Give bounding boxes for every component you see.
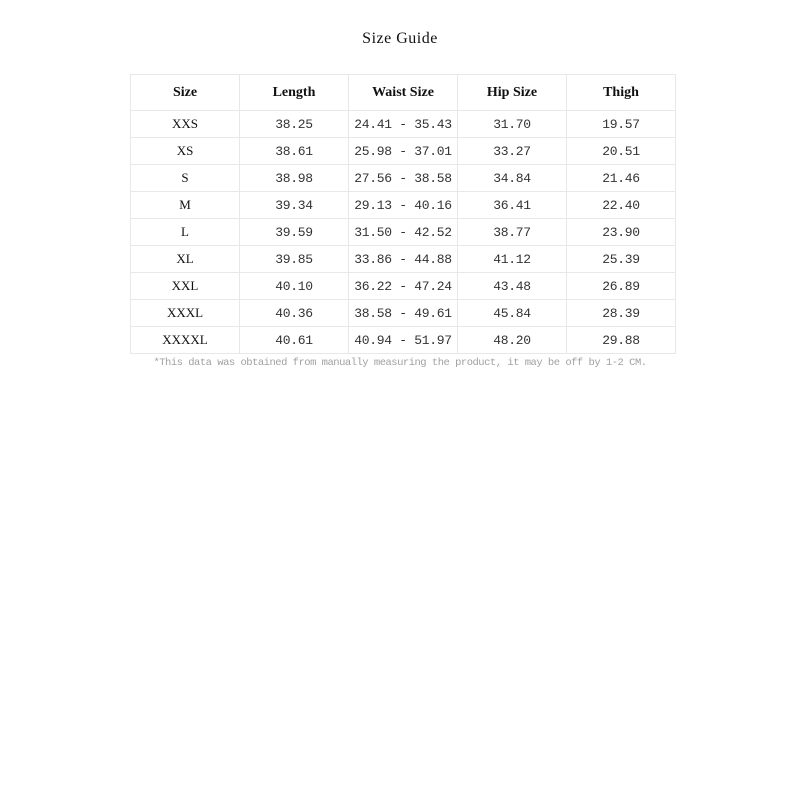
thigh-cell: 29.88 [567,327,676,354]
waist-size-cell: 27.56 - 38.58 [349,165,458,192]
table-row [131,219,676,246]
hip-size-cell: 43.48 [458,273,567,300]
size-cell: XS [131,138,240,165]
waist-size-cell: 31.50 - 42.52 [349,219,458,246]
table-row [131,300,676,327]
measurement-disclaimer: *This data was obtained from manually measuring the product, it may be off by 1-2 CM. [153,357,647,369]
length-cell: 40.10 [240,273,349,300]
size-cell: L [131,219,240,246]
thigh-cell: 20.51 [567,138,676,165]
column-header-size: Size [131,75,240,111]
size-cell: M [131,192,240,219]
waist-size-cell: 25.98 - 37.01 [349,138,458,165]
hip-size-cell: 38.77 [458,219,567,246]
table-row [131,246,676,273]
thigh-cell: 21.46 [567,165,676,192]
waist-size-cell: 29.13 - 40.16 [349,192,458,219]
size-cell: S [131,165,240,192]
length-cell: 38.98 [240,165,349,192]
thigh-cell: 26.89 [567,273,676,300]
hip-size-cell: 48.20 [458,327,567,354]
size-cell: XXXL [131,300,240,327]
column-header-waist-size: Waist Size [349,75,458,111]
table-header-row [131,75,676,111]
waist-size-cell: 40.94 - 51.97 [349,327,458,354]
hip-size-cell: 31.70 [458,111,567,138]
hip-size-cell: 33.27 [458,138,567,165]
thigh-cell: 19.57 [567,111,676,138]
column-header-length: Length [240,75,349,111]
length-cell: 39.59 [240,219,349,246]
page-title: Size Guide [362,30,438,47]
table-row [131,165,676,192]
waist-size-cell: 38.58 - 49.61 [349,300,458,327]
thigh-cell: 23.90 [567,219,676,246]
size-cell: XXS [131,111,240,138]
length-cell: 40.61 [240,327,349,354]
length-cell: 40.36 [240,300,349,327]
waist-size-cell: 36.22 - 47.24 [349,273,458,300]
table-row [131,111,676,138]
length-cell: 39.85 [240,246,349,273]
hip-size-cell: 41.12 [458,246,567,273]
thigh-cell: 25.39 [567,246,676,273]
waist-size-cell: 33.86 - 44.88 [349,246,458,273]
hip-size-cell: 45.84 [458,300,567,327]
waist-size-cell: 24.41 - 35.43 [349,111,458,138]
table-row [131,138,676,165]
length-cell: 38.25 [240,111,349,138]
table-row [131,192,676,219]
table-row [131,273,676,300]
thigh-cell: 28.39 [567,300,676,327]
length-cell: 38.61 [240,138,349,165]
hip-size-cell: 36.41 [458,192,567,219]
length-cell: 39.34 [240,192,349,219]
column-header-hip-size: Hip Size [458,75,567,111]
size-cell: XXXXL [131,327,240,354]
thigh-cell: 22.40 [567,192,676,219]
table-row [131,327,676,354]
size-guide-table [130,74,676,354]
size-cell: XXL [131,273,240,300]
hip-size-cell: 34.84 [458,165,567,192]
size-cell: XL [131,246,240,273]
column-header-thigh: Thigh [567,75,676,111]
